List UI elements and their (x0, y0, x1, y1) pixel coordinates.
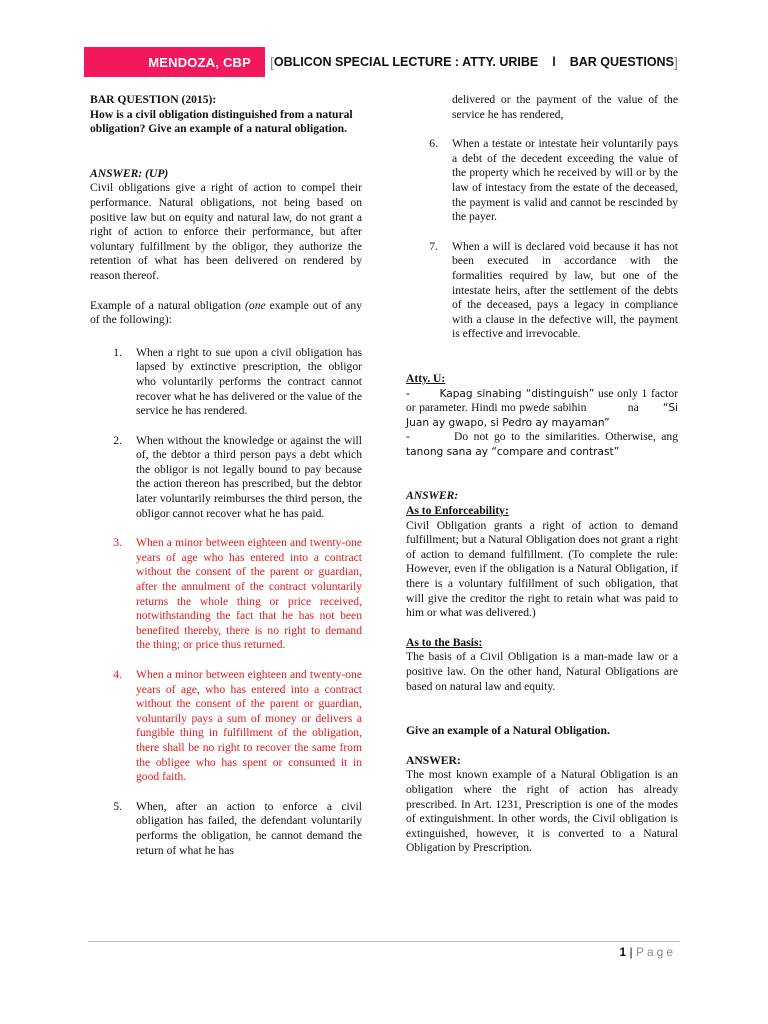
note2-tanong: tanong sana ay “compare and contrast” (406, 445, 620, 458)
header-author: MENDOZA, CBP (148, 54, 251, 70)
list-item-text: When a right to sue upon a civil obligation has lapsed by extinctive prescription, the obligor who voluntarily performs the contract cannot recover what he has delivered or the value of the service he has rendered. (136, 345, 362, 418)
answer-label: ANSWER: (UP) (90, 166, 169, 180)
page-divider: | (629, 945, 633, 959)
atty-note-1 (406, 387, 678, 431)
list-item-text: When a minor between eighteen and twenty-one years of age who has entered into a contract without the consent of the parent or guardian, after the annulment of the contract voluntarily returns the whole thing or price received, notwithstanding the fact that he has not been benefited thereby, there is no right to demand the thing; or price thus returned. (136, 536, 362, 652)
list-item-text: When a testate or intestate heir voluntarily pays a debt of the decedent exceeding the value of the property which he received by will or by the law of intestacy from the estate of the deceased, the payment is valid and cannot be rescinded by the payer. (452, 137, 678, 224)
answer2-text: The most known example of a Natural Obligation is an obligation where the right of action has already prescribed. In Art. 1231, Prescription is one of the modes of extinguishment. In other words, the Civil obligation is extinguished, however, it is converted to a Natural Obligation by Prescription. (406, 768, 678, 855)
list-item-1 (90, 346, 362, 419)
header-author-band (84, 47, 265, 77)
list-item-text: When, after an action to enforce a civil obligation has failed, the defendant voluntarily performs the obligation, he cannot demand the return of what he has (136, 799, 362, 857)
list-item-3 (90, 536, 362, 653)
note1-body: use only 1 factor or parameter. Hindi mo pwede sabihin (406, 386, 678, 415)
header-title (270, 47, 678, 77)
basis-text: The basis of a Civil Obligation is a man-made law or a positive law. On the other hand, Natural Obligations are based on natural law and equity. (406, 650, 678, 693)
enforceability-heading: As to Enforceability: (406, 504, 509, 518)
answer-label-right: ANSWER: (406, 489, 459, 503)
page-footer (619, 945, 676, 959)
list-item-text: When without the knowledge or against the will of, the debtor a third person pays a debt which the obligor is not legally bound to pay because the action thereon has prescribed, but the debtor later voluntarily reimburses the third person, the obligor cannot recover what he has paid. (136, 433, 362, 520)
header-separator: l (552, 55, 556, 69)
right-column (406, 93, 678, 856)
list-item-5-continuation (406, 93, 678, 122)
note1-example: “Si Juan ay gwapo, si Pedro ay mayaman” (406, 402, 678, 429)
note2-body: Do not go to the similarities. Otherwise, ang (453, 430, 679, 444)
atty-note-2 (406, 430, 678, 459)
note1-na: na (627, 401, 639, 415)
list-item-5 (90, 800, 362, 858)
left-column (90, 93, 362, 858)
example-intro-c: example out of any of the following): (90, 298, 362, 327)
list-item-number: 4. (113, 668, 122, 681)
list-item-text: When a will is declared void because it has not been executed in accordance with the formalities required by law, but one of the intestate heirs, after the settlement of the debts of the deceased, pays a legacy in compliance with a clause in the defective will, the payment is effective and irrevocable. (452, 239, 678, 341)
answer2-label: ANSWER: (406, 753, 461, 767)
atty-label: Atty. U: (406, 371, 446, 385)
enforceability-text: Civil Obligation grants a right of action to demand fulfillment; but a Natural Obligation does not grant a right of action to demand fulfillment. (To complete the rule: However, even if the obligation is a Natural Obligation, if there is a voluntary fulfillment of such obligation, that will give the creditor the right to retain what was paid to him or what was delivered.) (406, 518, 678, 620)
header-subject: OBLICON SPECIAL LECTURE : ATTY. URIBE (273, 55, 539, 69)
list-item-7 (406, 240, 678, 342)
basis-heading: As to the Basis: (406, 635, 483, 649)
list-item-number: 2. (113, 433, 122, 447)
list-item-text: When a minor between eighteen and twenty-one years of age, who has entered into a contract without the consent of the parent or guardian, voluntarily pays a sum of money or delivers a fungible thing in fulfillment of the obligation, there shall be no right to recover the same from the obligee who has spent or consumed it in good faith. (136, 668, 362, 784)
list-item-number: 5. (113, 799, 122, 813)
example-intro (90, 299, 362, 328)
question-text: How is a civil obligation distinguished from a natural obligation? Give an example of a natural obligation. (90, 107, 353, 136)
page-number: 1 (619, 945, 627, 959)
continuation-text: delivered or the payment of the value of the service he has rendered, (452, 93, 678, 121)
list-item-number: 1. (113, 345, 122, 359)
note-dash: - (406, 386, 410, 400)
list-item-number: 6. (429, 137, 438, 151)
list-item-2 (90, 434, 362, 522)
list-item-number: 7. (429, 239, 438, 253)
example-intro-b: (one (245, 298, 266, 312)
footer-divider (88, 941, 680, 942)
note-dash: - (406, 430, 410, 444)
question-title: BAR QUESTION (2015): (90, 93, 217, 106)
answer-text: Civil obligations give a right of action to compel their performance. Natural obligations, not being based on positive law but on equity and natural law, do not grant a right of action to enforce their performance, but after voluntary fulfillment by the obligor, they authorize the retention of what has been delivered on rendered by reason thereof. (90, 181, 362, 282)
header-bracket-close: ] (673, 54, 678, 70)
note1-distinguish: Kapag sinabing “distinguish” (439, 387, 595, 400)
example-question: Give an example of a Natural Obligation. (406, 724, 610, 738)
header-section: BAR QUESTIONS (569, 55, 674, 69)
page-label: Page (635, 945, 676, 959)
list-item-6 (406, 137, 678, 225)
list-item-4 (90, 668, 362, 785)
list-item-number: 3. (113, 536, 122, 550)
header-bracket-open: [ (270, 54, 274, 70)
example-intro-a: Example of a natural obligation (90, 298, 246, 312)
